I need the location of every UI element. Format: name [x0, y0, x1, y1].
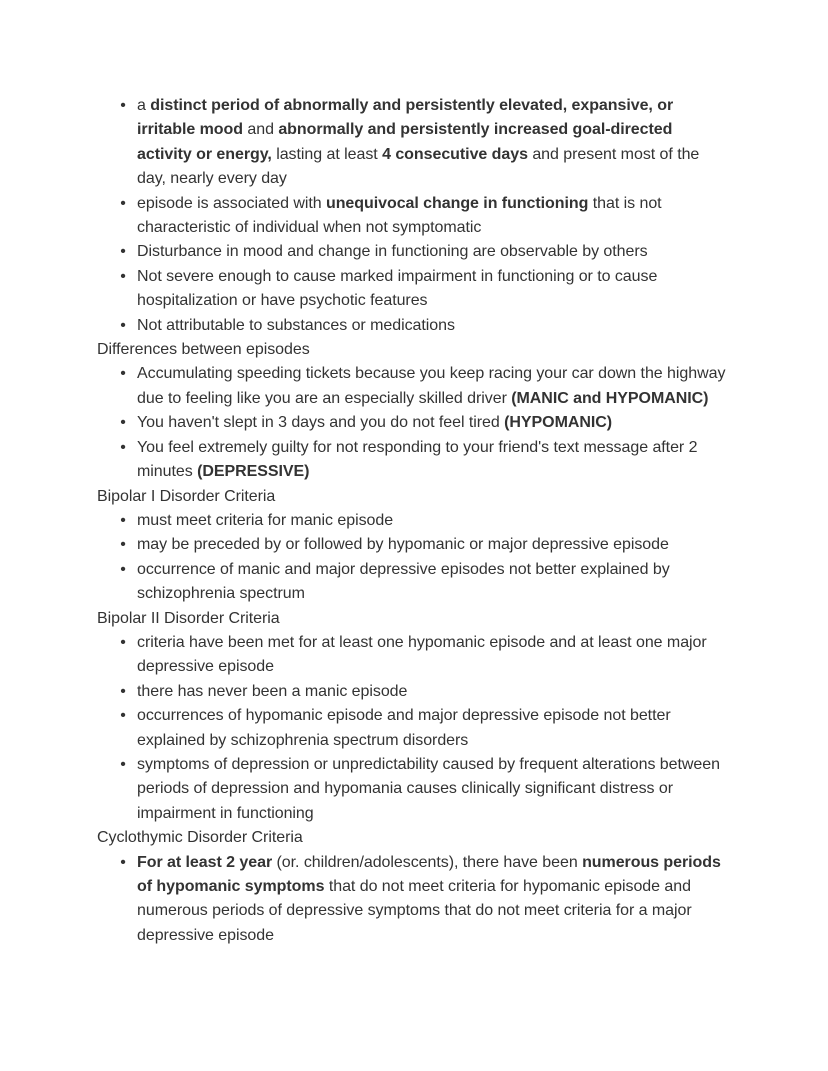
list-item	[97, 753, 731, 826]
bullet-icon: •	[120, 243, 126, 261]
list-item	[97, 240, 731, 264]
list-item-text	[137, 631, 731, 680]
bullet-icon: •	[120, 267, 126, 285]
bullet-icon: •	[120, 682, 126, 700]
list-item-text	[137, 436, 731, 485]
section-heading	[97, 826, 731, 850]
section-heading	[97, 338, 731, 362]
bullet-icon: •	[120, 755, 126, 773]
text-segment: Bipolar II Disorder Criteria	[97, 609, 280, 627]
text-segment: Not severe enough to cause marked impairment in functioning or to cause hospitalization or have psychotic features	[137, 267, 658, 310]
list-item-text	[137, 94, 731, 192]
bullet-icon: •	[120, 853, 126, 871]
bold-text-segment: distinct period of abnormally and persistently elevated, expansive, or irritable mood	[137, 97, 674, 139]
list-item	[97, 362, 731, 411]
list-item-text	[137, 851, 731, 949]
text-segment: You haven't slept in 3 days and you do not feel tired	[137, 414, 505, 432]
list-item	[97, 314, 731, 338]
bullet-icon: •	[120, 414, 126, 432]
bold-text-segment: abnormally and persistently increased goal-directed activity or energy,	[137, 121, 673, 163]
list-item	[97, 265, 731, 314]
text-segment: Cyclothymic Disorder Criteria	[97, 829, 303, 847]
bold-text-segment: (HYPOMANIC)	[504, 414, 613, 432]
bullet-icon: •	[120, 316, 126, 334]
bold-text-segment: For at least 2 year	[137, 853, 273, 871]
text-segment: and	[242, 121, 279, 139]
text-segment: symptoms of depression or unpredictability caused by frequent alterations between periods of depression and hypomania causes clinically significant distress or impairment in functioning	[137, 755, 720, 822]
bullet-icon: •	[120, 536, 126, 554]
list-item-text	[137, 753, 731, 826]
text-segment: episode is associated with	[137, 194, 326, 212]
list-item	[97, 509, 731, 533]
list-item	[97, 436, 731, 485]
list-item-text	[137, 192, 731, 241]
list-item	[97, 533, 731, 557]
text-segment: Not attributable to substances or medications	[137, 316, 455, 334]
text-segment: Bipolar I Disorder Criteria	[97, 487, 276, 505]
text-segment: (or. children/adolescents), there have been	[272, 853, 583, 871]
bold-text-segment: numerous periods of hypomanic symptoms	[137, 853, 721, 895]
list-item	[97, 558, 731, 607]
text-segment: Disturbance in mood and change in functioning are observable by others	[137, 243, 648, 261]
bold-text-segment: (DEPRESSIVE)	[197, 463, 310, 481]
text-segment: there has never been a manic episode	[137, 682, 408, 700]
document-body	[97, 94, 731, 948]
text-segment: Differences between episodes	[97, 341, 310, 359]
list-item	[97, 704, 731, 753]
list-item-text	[137, 362, 731, 411]
bullet-icon: •	[120, 633, 126, 651]
bullet-icon: •	[120, 194, 126, 212]
text-segment: and present most of the day, nearly every day	[137, 145, 700, 188]
list-item-text	[137, 509, 731, 533]
text-segment: lasting at least	[271, 145, 383, 163]
text-segment: must meet criteria for manic episode	[137, 511, 394, 529]
text-segment: occurrences of hypomanic episode and major depressive episode not better explained by schizophrenia spectrum disorders	[137, 707, 671, 749]
bullet-icon: •	[120, 511, 126, 529]
bullet-icon: •	[120, 365, 126, 383]
bullet-icon: •	[120, 707, 126, 725]
list-item-text	[137, 240, 731, 264]
list-item	[97, 631, 731, 680]
list-item-text	[137, 558, 731, 607]
text-segment: may be preceded by or followed by hypomanic or major depressive episode	[137, 536, 669, 554]
list-item-text	[137, 704, 731, 753]
list-item-text	[137, 411, 731, 435]
list-item	[97, 411, 731, 435]
text-segment: Accumulating speeding tickets because you keep racing your car down the highway due to feeling like you are an especially skilled driver	[137, 365, 726, 407]
bold-text-segment: (MANIC and HYPOMANIC)	[511, 389, 709, 407]
list-item	[97, 192, 731, 241]
list-item-text	[137, 265, 731, 314]
text-segment: criteria have been met for at least one hypomanic episode and at least one major depressive episode	[137, 633, 707, 676]
list-item	[97, 851, 731, 949]
bold-text-segment: 4 consecutive days	[382, 145, 528, 163]
list-item-text	[137, 533, 731, 557]
bullet-icon: •	[120, 560, 126, 578]
list-item	[97, 680, 731, 704]
bullet-icon: •	[120, 97, 126, 114]
text-segment: that do not meet criteria for hypomanic episode and numerous periods of depressive symptoms that do not meet criteria for a major depressive episode	[137, 878, 692, 944]
bold-text-segment: unequivocal change in functioning	[325, 194, 589, 212]
text-segment: that is not characteristic of individual when not symptomatic	[137, 194, 662, 237]
list-item	[97, 94, 731, 192]
text-segment: occurrence of manic and major depressive episodes not better explained by schizophrenia spectrum	[137, 560, 670, 603]
section-heading	[97, 607, 731, 631]
section-heading	[97, 485, 731, 509]
bullet-icon: •	[120, 438, 126, 456]
text-segment: You feel extremely guilty for not responding to your friend's text message after 2 minutes	[137, 438, 698, 481]
list-item-text	[137, 680, 731, 704]
list-item-text	[137, 314, 731, 338]
text-segment: a	[137, 97, 151, 114]
